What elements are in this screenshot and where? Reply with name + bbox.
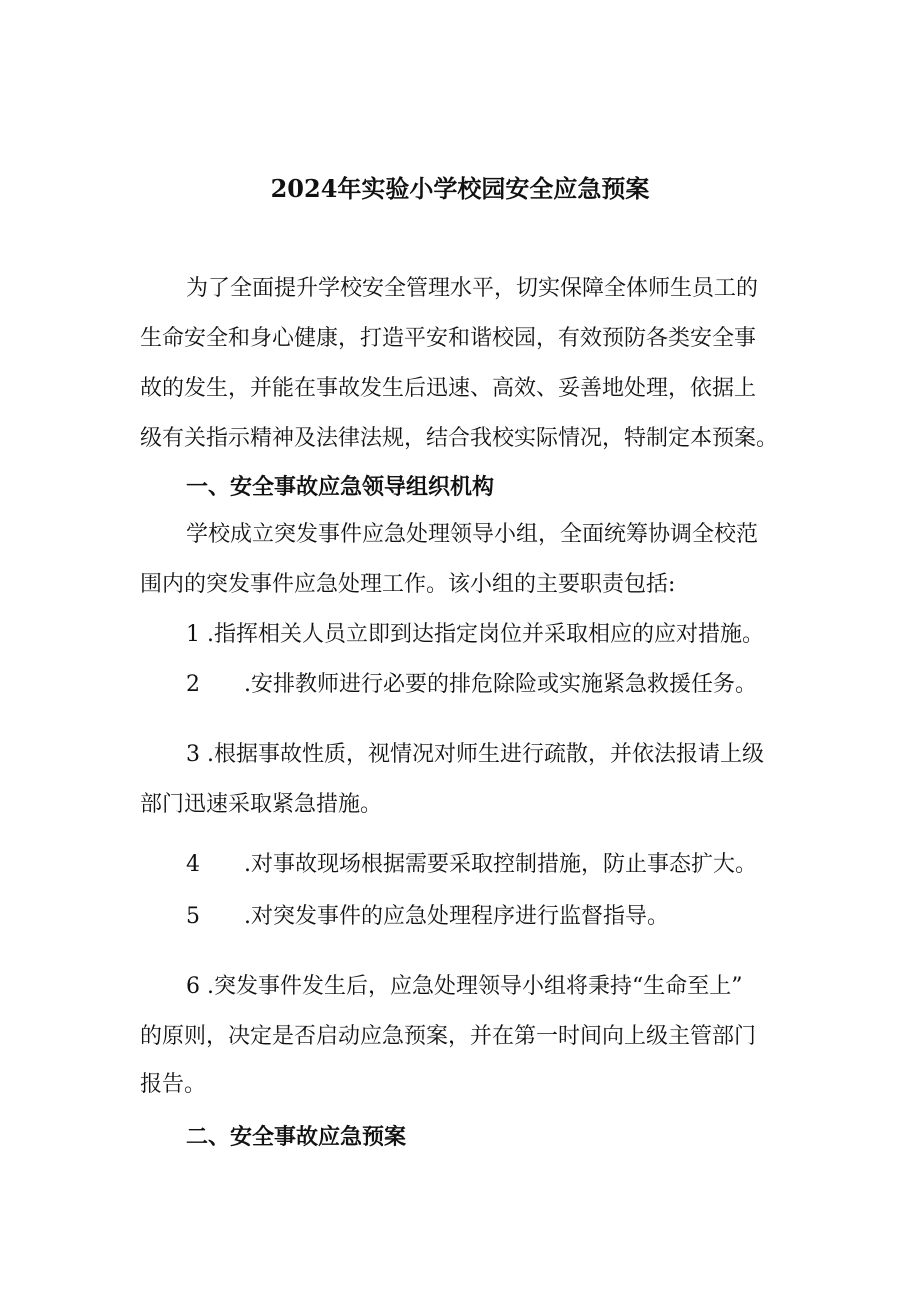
list-item: 1 .指挥相关人员立即到达指定岗位并采取相应的应对措施。: [186, 622, 764, 647]
paragraph-line: 报告。: [140, 1072, 207, 1097]
paragraph-line: 的原则，决定是否启动应急预案，并在第一时间向上级主管部门: [140, 1024, 757, 1049]
list-item: 6 .突发事件发生后，应急处理领导小组将秉持“生命至上”: [186, 974, 743, 999]
paragraph-line: 部门迅速采取紧急措施。: [140, 792, 383, 817]
paragraph-line: 故的发生，并能在事故发生后迅速、高效、妥善地处理，依据上: [140, 376, 757, 401]
paragraph-line: 为了全面提升学校安全管理水平，切实保障全体师生员工的: [186, 276, 759, 301]
paragraph-line: 生命安全和身心健康，打造平安和谐校园，有效预防各类安全事: [140, 326, 757, 351]
list-item: 2 .安排教师进行必要的排危除险或实施紧急救援任务。: [186, 672, 757, 697]
section-heading: 二、安全事故应急预案: [186, 1124, 407, 1150]
paragraph-line: 围内的突发事件应急处理工作。该小组的主要职责包括:: [140, 572, 676, 597]
document-title: 2024年实验小学校园安全应急预案: [270, 174, 650, 203]
list-item: 3 .根据事故性质，视情况对师生进行疏散，并依法报请上级: [186, 742, 764, 767]
list-item: 4 .对事故现场根据需要采取控制措施，防止事态扩大。: [186, 852, 757, 877]
list-item: 5 .对突发事件的应急处理程序进行监督指导。: [186, 904, 669, 929]
paragraph-line: 学校成立突发事件应急处理领导小组，全面统筹协调全校范: [186, 522, 759, 547]
paragraph-line: 级有关指示精神及法律法规，结合我校实际情况，特制定本预案。: [140, 426, 779, 451]
section-heading: 一、安全事故应急领导组织机构: [186, 474, 495, 500]
